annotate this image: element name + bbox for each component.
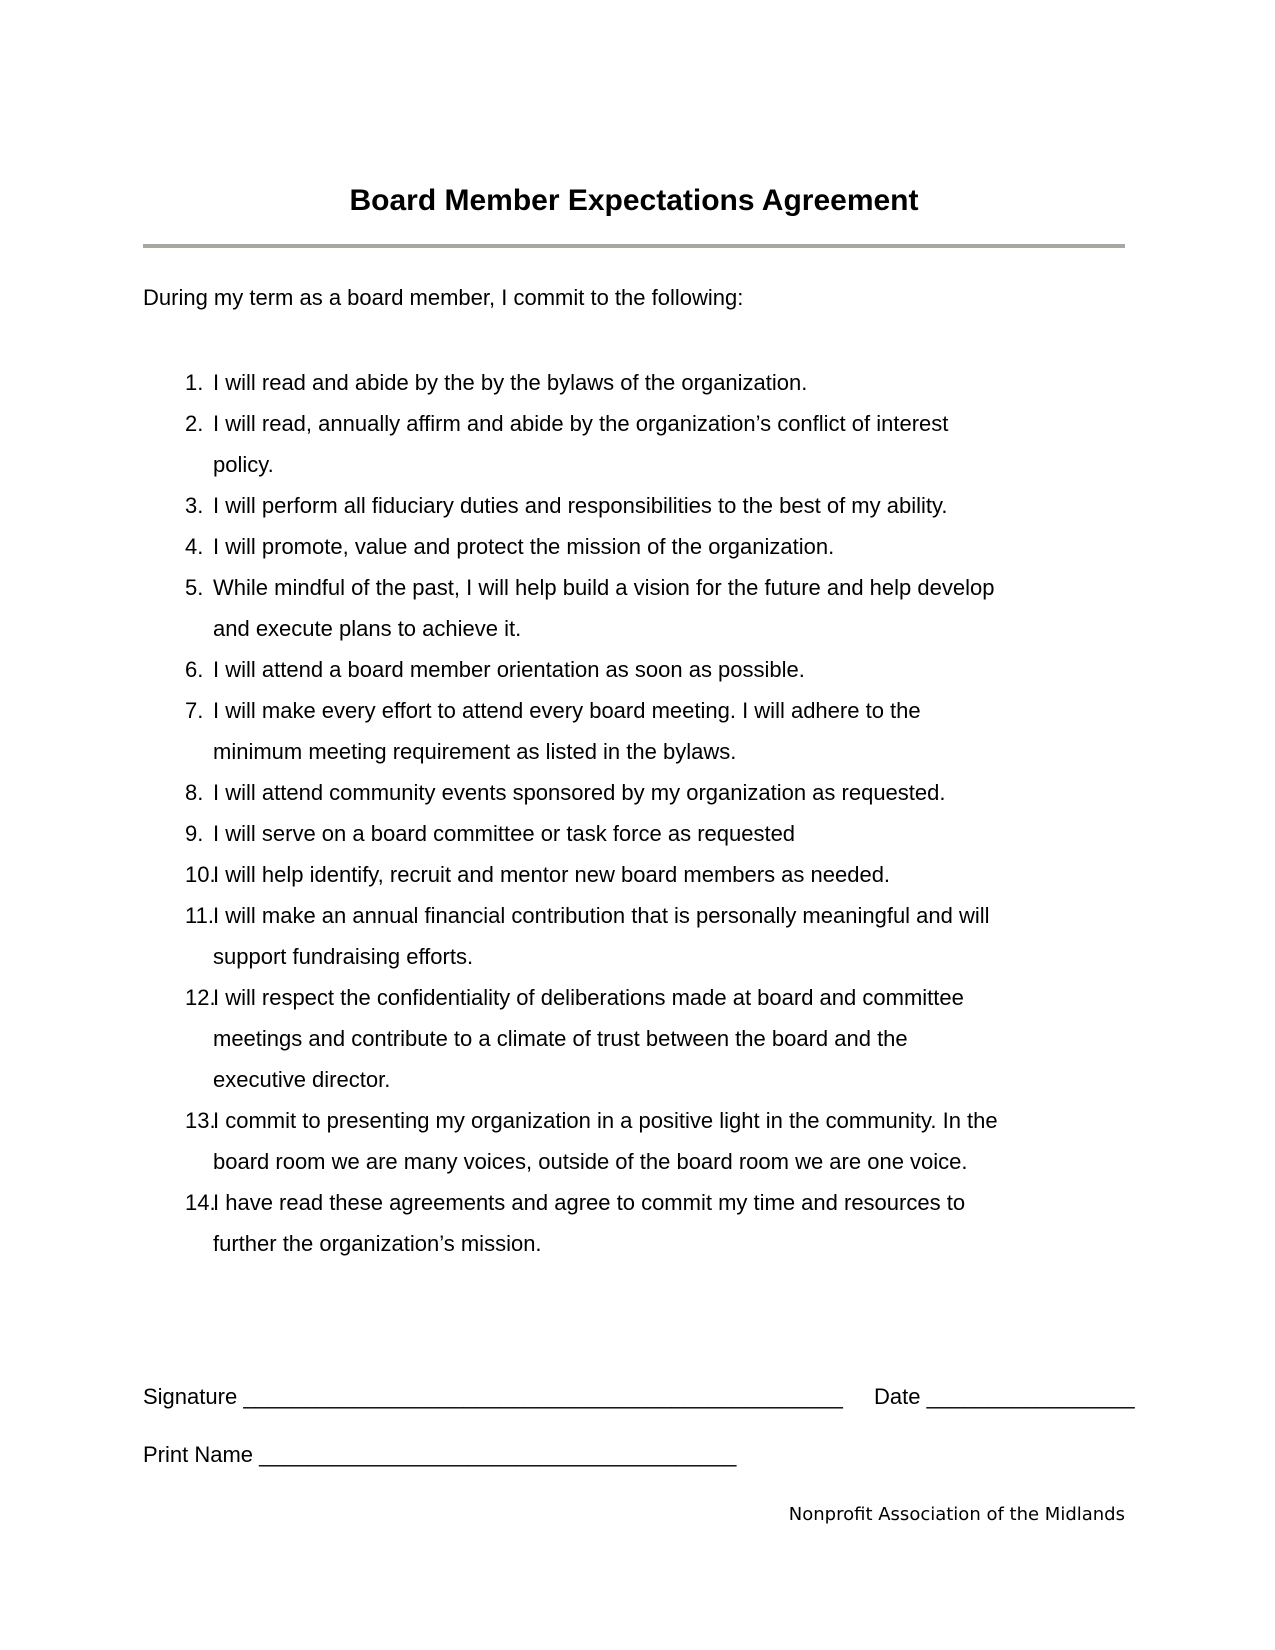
date-blank-line: _________________	[926, 1384, 1135, 1409]
list-item-number: 6.	[185, 657, 204, 682]
list-item-line: minimum meeting requirement as listed in the bylaws.	[213, 739, 737, 764]
list-item	[143, 362, 1125, 403]
list-item-line: I commit to presenting my organization in a positive light in the community. In the	[213, 1108, 998, 1133]
list-item-line: executive director.	[213, 1067, 391, 1092]
list-item-line: I will read, annually affirm and abide by the organization’s conflict of interest	[213, 411, 949, 436]
list-item-number: 10.	[185, 862, 216, 887]
list-item-line: further the organization’s mission.	[213, 1231, 542, 1256]
date-label: Date	[873, 1384, 921, 1409]
list-item	[143, 977, 1125, 1100]
list-item-number: 5.	[185, 575, 204, 600]
list-item-line: I will make every effort to attend every board meeting. I will adhere to the	[213, 698, 921, 723]
list-item-number: 2.	[185, 411, 204, 436]
expectations-list	[143, 362, 1125, 1264]
list-item-line: and execute plans to achieve it.	[213, 616, 522, 641]
list-item-number: 9.	[185, 821, 204, 846]
list-item-number: 13.	[185, 1108, 216, 1133]
list-item-line: I will make an annual financial contribution that is personally meaningful and will	[213, 903, 990, 928]
list-item-line: policy.	[213, 452, 274, 477]
list-item	[143, 854, 1125, 895]
list-item	[143, 403, 1125, 485]
print-name-blank-line: _______________________________________	[259, 1442, 737, 1467]
list-item	[143, 813, 1125, 854]
footer-org-name: Nonprofit Association of the Midlands	[788, 1504, 1125, 1525]
intro-paragraph: During my term as a board member, I commit to the following:	[143, 285, 744, 310]
document-content	[143, 0, 1135, 1527]
signature-blank-line: _________________________________________________	[243, 1384, 843, 1409]
list-item-line: I have read these agreements and agree to commit my time and resources to	[213, 1190, 966, 1215]
list-item-number: 4.	[185, 534, 204, 559]
list-item-number: 1.	[185, 370, 204, 395]
list-item-line: I will attend community events sponsored by my organization as requested.	[213, 780, 946, 805]
list-item-number: 11.	[185, 903, 214, 928]
signature-label: Signature	[143, 1384, 238, 1409]
list-item-number: 7.	[185, 698, 204, 723]
list-item-line: board room we are many voices, outside of the board room we are one voice.	[213, 1149, 968, 1174]
horizontal-rule	[143, 244, 1125, 248]
list-item-number: 3.	[185, 493, 204, 518]
print-name-label: Print Name	[143, 1442, 254, 1467]
list-item-number: 12.	[185, 985, 216, 1010]
list-item-number: 8.	[185, 780, 204, 805]
list-item	[143, 485, 1125, 526]
signature-row	[143, 1380, 1135, 1413]
list-item	[143, 895, 1125, 977]
list-item	[143, 649, 1125, 690]
list-item-line: support fundraising efforts.	[213, 944, 474, 969]
page-title: Board Member Expectations Agreement	[349, 184, 919, 217]
list-item	[143, 772, 1125, 813]
list-item-line: I will perform all fiduciary duties and responsibilities to the best of my ability.	[213, 493, 948, 518]
list-item	[143, 567, 1125, 649]
list-item-number: 14.	[185, 1190, 216, 1215]
list-item-line: I will promote, value and protect the mission of the organization.	[213, 534, 835, 559]
list-item	[143, 690, 1125, 772]
list-item-line: I will serve on a board committee or task force as requested	[213, 821, 796, 846]
print-name-row	[143, 1438, 1125, 1471]
list-item-line: meetings and contribute to a climate of trust between the board and the	[213, 1026, 908, 1051]
list-item	[143, 1182, 1125, 1264]
list-item	[143, 526, 1125, 567]
list-item-line: I will read and abide by the by the bylaws of the organization.	[213, 370, 808, 395]
list-item	[143, 1100, 1125, 1182]
list-item-line: I will respect the confidentiality of deliberations made at board and committee	[213, 985, 964, 1010]
list-item-line: I will attend a board member orientation as soon as possible.	[213, 657, 805, 682]
list-item-line: I will help identify, recruit and mentor new board members as needed.	[213, 862, 891, 887]
list-item-line: While mindful of the past, I will help build a vision for the future and help develop	[213, 575, 995, 600]
